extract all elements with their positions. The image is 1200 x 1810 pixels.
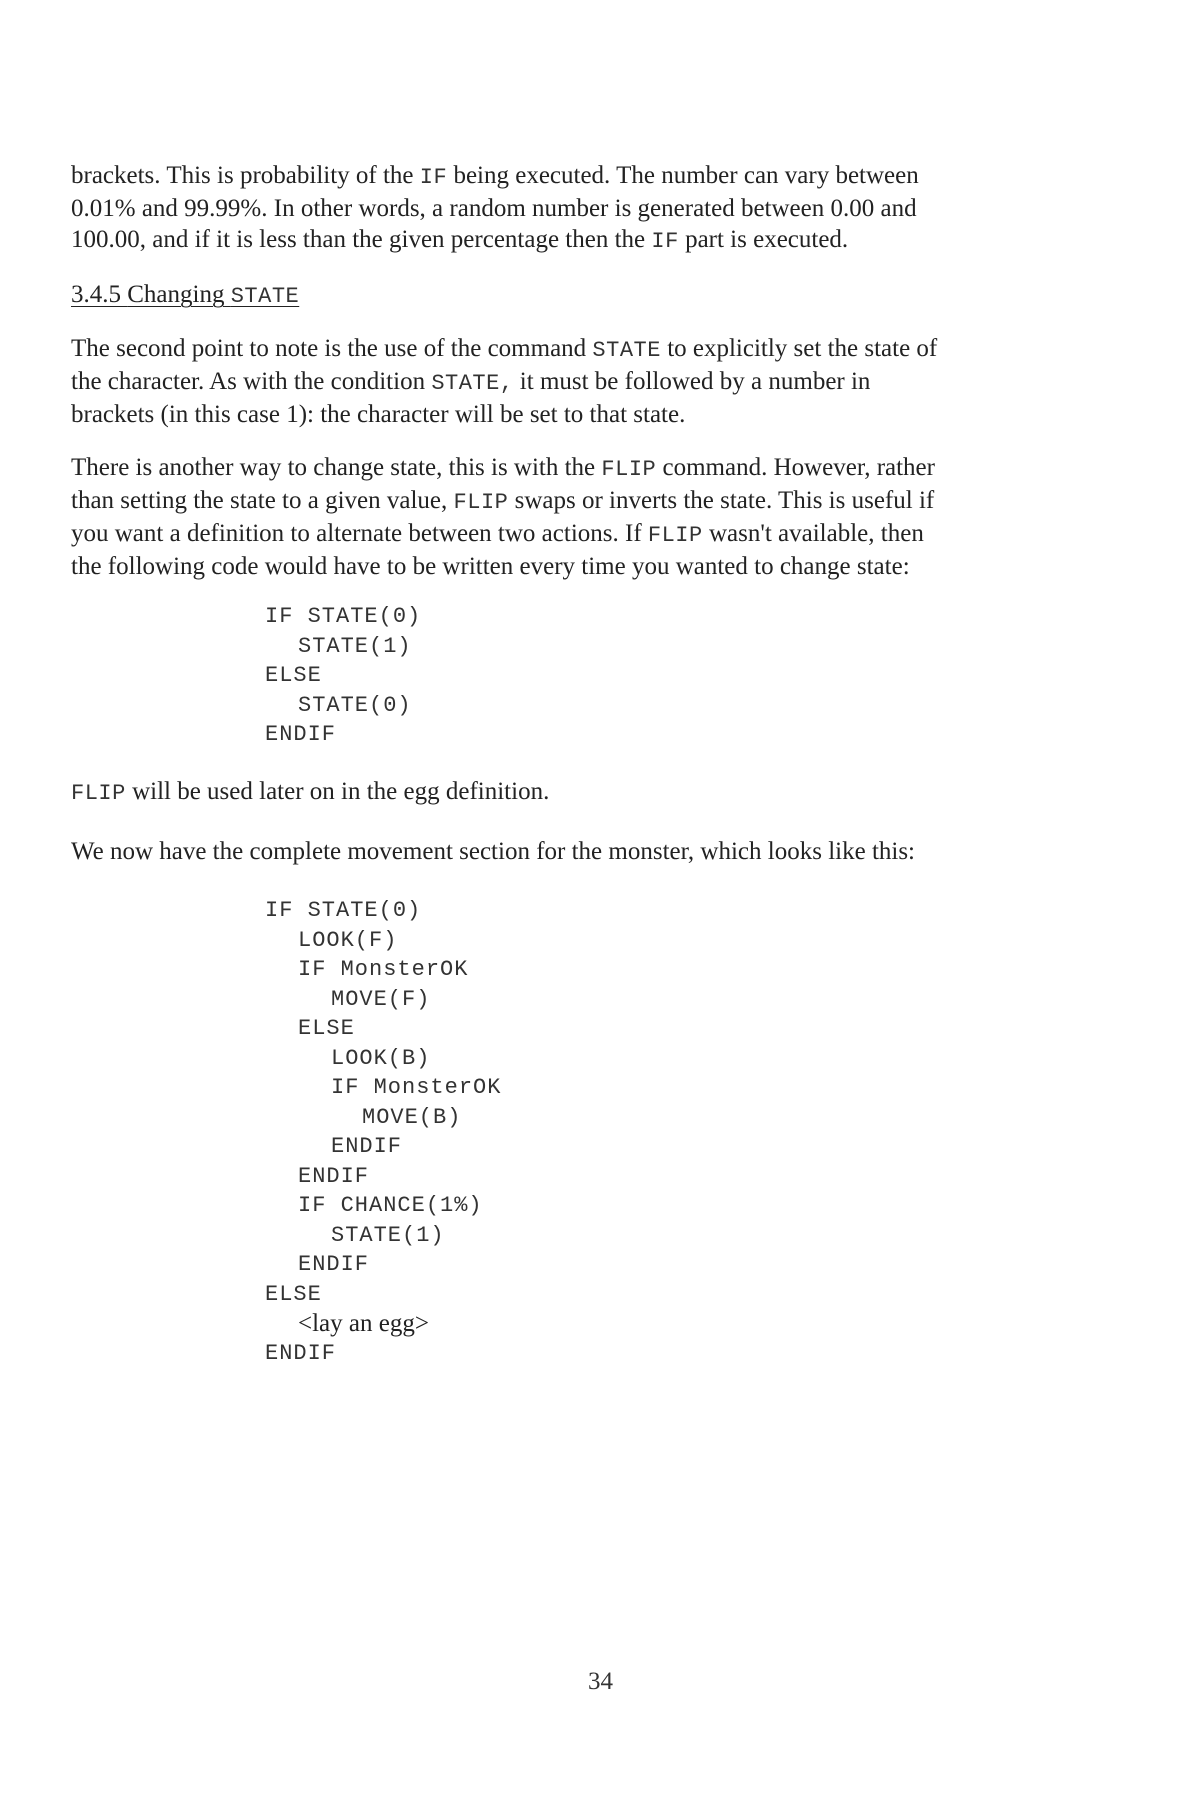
text-run: the character. As with the condition — [71, 368, 432, 395]
section-number: 3.4.5 — [71, 281, 121, 308]
code-line: ELSE — [265, 663, 322, 688]
para1-line-3: brackets (in this case 1): the character will be set to that state. — [71, 401, 686, 428]
para2-line-2 — [71, 485, 1061, 518]
para4-line: We now have the complete movement section for the monster, which looks like this: — [71, 838, 916, 865]
paragraph-movement-intro — [71, 836, 1061, 867]
text-run: than setting the state to a given value, — [71, 487, 454, 514]
code-line: STATE(1) — [331, 1222, 445, 1248]
section-title-code: STATE — [230, 284, 300, 309]
code-keyword: FLIP — [71, 781, 126, 806]
text-run: you want a definition to alternate between two actions. If — [71, 520, 648, 547]
code-line: ENDIF — [265, 722, 337, 747]
code-block-flip-equivalent — [265, 602, 421, 750]
para1-line-2 — [71, 366, 1061, 399]
code-keyword: IF — [651, 229, 679, 254]
intro-line-3 — [71, 224, 1061, 257]
text-run: command. However, rather — [656, 454, 935, 481]
code-line: MOVE(B) — [362, 1104, 462, 1130]
code-line: LOOK(F) — [298, 927, 398, 953]
code-line: IF MonsterOK — [298, 957, 469, 982]
para2-line-3 — [71, 518, 1061, 551]
code-keyword: FLIP — [601, 457, 657, 482]
section-heading — [71, 279, 299, 312]
para3-line — [71, 776, 1061, 809]
code-line: STATE(1) — [298, 633, 412, 659]
code-line: IF STATE(0) — [265, 604, 422, 629]
para1-line-1 — [71, 333, 1061, 366]
code-line: MOVE(F) — [331, 986, 431, 1012]
para2-line-4: the following code would have to be written every time you wanted to change state: — [71, 553, 910, 580]
code-line: ENDIF — [298, 1252, 370, 1277]
code-keyword: STATE, — [431, 371, 514, 396]
document-page — [71, 0, 1071, 1810]
text-run: it must be followed by a number in — [513, 368, 871, 395]
code-line-placeholder: <lay an egg> — [298, 1310, 429, 1337]
code-line: ELSE — [265, 1281, 322, 1307]
text-run: There is another way to change state, this is with the — [71, 454, 602, 481]
para2-line-1 — [71, 452, 1061, 485]
paragraph-flip-later — [71, 776, 1061, 809]
code-line: IF STATE(0) — [265, 898, 422, 923]
paragraph-state-command — [71, 333, 1061, 430]
text-run: The second point to note is the use of the command — [71, 335, 593, 362]
code-keyword: IF — [419, 165, 448, 190]
code-block-monster-movement — [265, 896, 501, 1368]
intro-line-2: 0.01% and 99.99%. In other words, a random number is generated between 0.00 and — [71, 195, 917, 222]
text-run: part is executed. — [678, 226, 849, 253]
text-run: swaps or inverts the state. This is useful if — [508, 487, 935, 514]
page-number: 34 — [588, 1668, 613, 1695]
text-run: being executed. The number can vary between — [447, 162, 919, 189]
code-line: IF MonsterOK — [331, 1075, 502, 1100]
text-run: brackets. This is probability of the — [71, 162, 420, 189]
code-line: ENDIF — [331, 1134, 403, 1159]
code-line: ENDIF — [298, 1163, 370, 1189]
code-line: LOOK(B) — [331, 1045, 431, 1071]
code-line: ELSE — [298, 1016, 355, 1041]
intro-line-1 — [71, 160, 1061, 193]
intro-paragraph — [71, 160, 1061, 257]
text-run: 100.00, and if it is less than the given percentage then the — [71, 226, 652, 253]
paragraph-flip-command — [71, 452, 1061, 582]
code-keyword: FLIP — [647, 523, 703, 548]
code-line: IF CHANCE(1%) — [298, 1193, 483, 1218]
code-keyword: STATE — [592, 338, 661, 363]
text-run: wasn't available, then — [702, 520, 924, 547]
code-keyword: FLIP — [453, 490, 509, 515]
code-line: ENDIF — [265, 1340, 337, 1366]
section-title-word: Changing — [127, 281, 225, 308]
text-run: will be used later on in the egg definition. — [125, 778, 550, 805]
code-line: STATE(0) — [298, 692, 412, 718]
text-run: to explicitly set the state of — [660, 335, 938, 362]
